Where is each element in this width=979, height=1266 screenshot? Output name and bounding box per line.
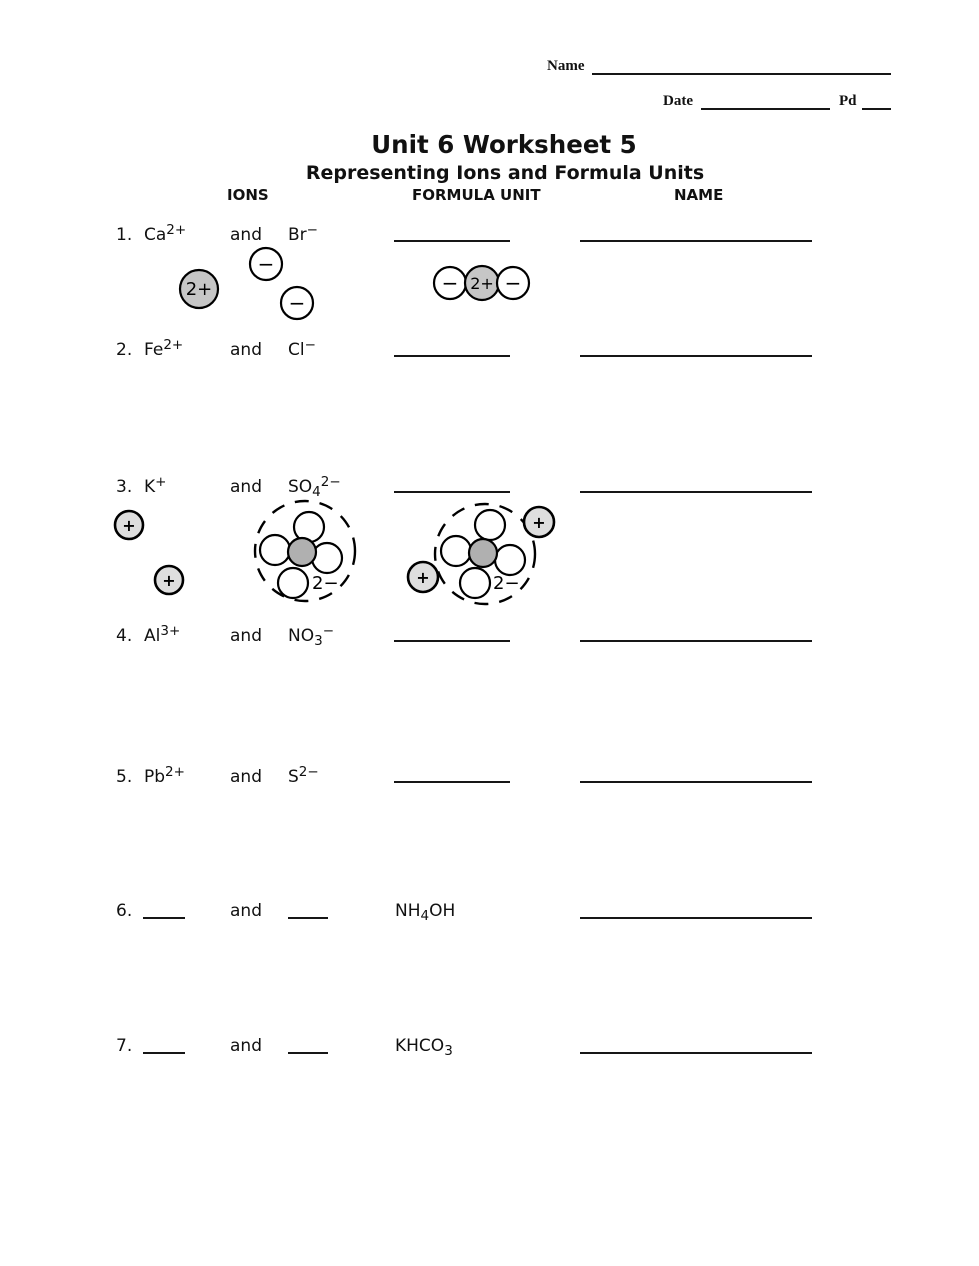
sulfur-atom-circle — [288, 538, 316, 566]
date-label: Date — [663, 93, 693, 109]
row-6-number: 6. — [116, 901, 133, 921]
row-6-and: and — [230, 901, 262, 921]
row-4-and: and — [230, 626, 262, 646]
bromide-charge-label: − — [441, 271, 459, 295]
row-5-number: 5. — [116, 767, 133, 787]
row-1-ion2: Br− — [288, 222, 318, 245]
column-header-ions: IONS — [227, 186, 269, 204]
row-7-and: and — [230, 1036, 262, 1056]
row-3-number: 3. — [116, 477, 133, 497]
row-3-and: and — [230, 477, 262, 497]
bromide-charge-label: − — [257, 252, 275, 276]
diagram-row1-formula-unit — [434, 266, 529, 300]
sulfate-charge-label: 2− — [312, 573, 339, 594]
calcium-charge-label: 2+ — [185, 279, 213, 300]
row-1-and: and — [230, 225, 262, 245]
potassium-charge-label: + — [162, 571, 176, 590]
row-4-ion1: $Al^{3+}$ — [144, 623, 181, 646]
row-3-ion2: $SO_4^{2-}$ — [288, 474, 341, 500]
oxygen-atom-circle — [495, 545, 525, 575]
row-4-number: 4. — [116, 626, 133, 646]
row-7-number: 7. — [116, 1036, 133, 1056]
oxygen-atom-circle — [441, 536, 471, 566]
row-6-formula: $NH_4OH$ — [395, 901, 456, 924]
diagram-row1-ions — [180, 248, 313, 319]
pd-label: Pd — [839, 93, 857, 109]
sulfate-ion-cluster — [255, 501, 355, 601]
oxygen-atom-circle — [475, 510, 505, 540]
sulfate-charge-label: 2− — [493, 573, 520, 594]
row-2-ion2: Cl− — [288, 337, 316, 360]
row-2-and: and — [230, 340, 262, 360]
row-2-ion1: $Fe^{2+}$ — [144, 337, 184, 360]
page-subtitle: Representing Ions and Formula Units — [305, 162, 705, 184]
oxygen-atom-circle — [260, 535, 290, 565]
column-header-name: NAME — [674, 186, 724, 204]
bromide-charge-label: − — [288, 291, 306, 315]
bromide-charge-label: − — [504, 271, 522, 295]
row-1-number: 1. — [116, 225, 133, 245]
oxygen-atom-circle — [460, 568, 490, 598]
oxygen-atom-circle — [312, 543, 342, 573]
sulfur-atom-circle — [469, 539, 497, 567]
sulfate-ion-cluster — [435, 504, 535, 604]
row-1-ion1: $Ca^{2+}$ — [144, 222, 187, 245]
column-header-formula-unit: FORMULA UNIT — [412, 186, 541, 204]
potassium-charge-label: + — [532, 513, 546, 532]
row-3-ion1: K+ — [144, 474, 167, 497]
row-5-and: and — [230, 767, 262, 787]
potassium-charge-label: + — [416, 568, 430, 587]
row-7-formula: $KHCO_3$ — [395, 1036, 453, 1059]
row-5-ion1: $Pb^{2+}$ — [144, 764, 185, 787]
page-title: Unit 6 Worksheet 5 — [371, 130, 637, 159]
diagram-row3-formula-unit — [408, 504, 554, 604]
diagram-row3-ions — [115, 501, 355, 601]
row-4-ion2: $NO_3^-$ — [288, 623, 335, 649]
oxygen-atom-circle — [278, 568, 308, 598]
row-2-number: 2. — [116, 340, 133, 360]
name-label: Name — [547, 58, 585, 74]
potassium-charge-label: + — [122, 516, 136, 535]
calcium-charge-label: 2+ — [470, 274, 494, 293]
row-5-ion2: $S^{2-}$ — [288, 764, 319, 787]
